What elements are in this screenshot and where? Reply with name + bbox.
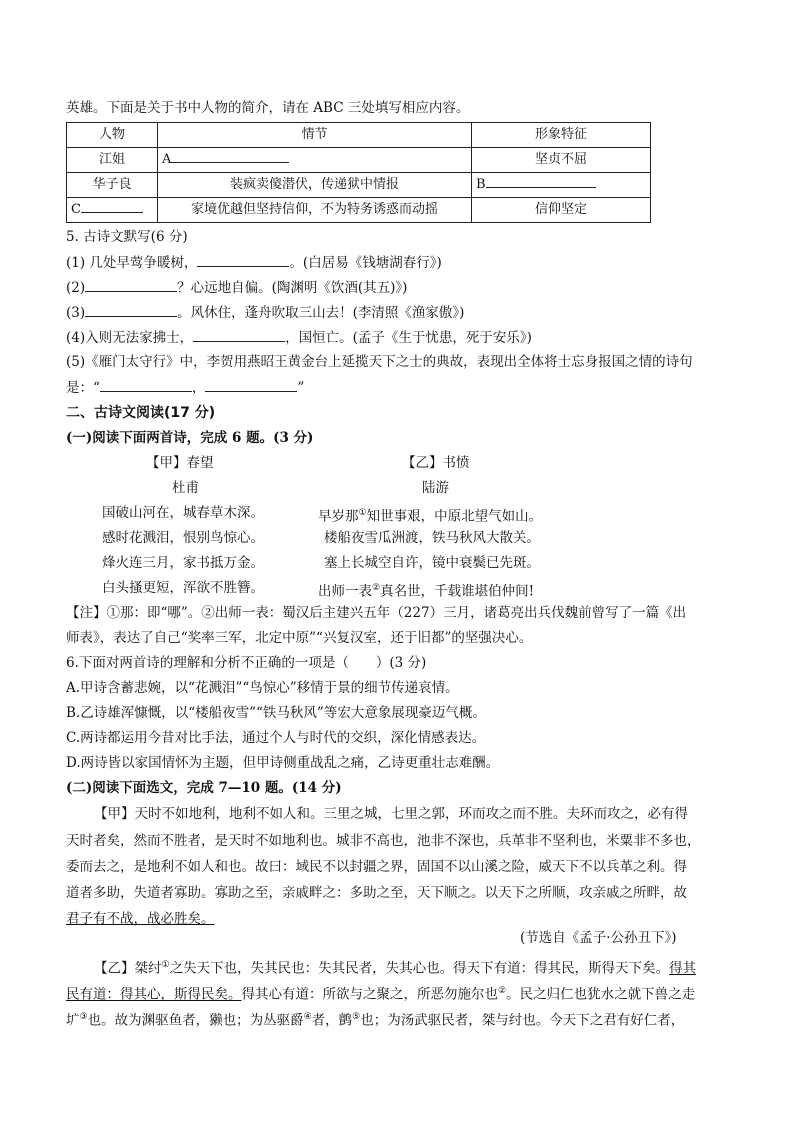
poem-jia-line: 烽火连三月，家书抵万金。: [102, 555, 264, 571]
passage-jia-line: 【甲】天时不如地利，地利不如人和。三里之城，七里之郭，环而攻之而不胜。夫环而攻之，必有得: [94, 806, 688, 822]
q5-item-2: (2) ？心远地自偏。(陶渊明《饮酒(其五)》): [66, 277, 407, 298]
passage-jia-line: 道者多助，失道者寡助。寡助之至，亲戚畔之：多助之至，天下顺之。以天下之所顺，攻亲戚之所畔，故: [66, 885, 687, 901]
fill-blank[interactable]: [197, 252, 289, 267]
poem-yi-line: 楼船夜雪瓜洲渡，铁马秋风大散关。: [324, 530, 540, 546]
table-cell: 家境优越但坚持信仰，不为特务诱惑而动摇: [158, 198, 472, 223]
note-line-1: 【注】①那：即“哪”。②出师一表：蜀汉后主建兴五年（227）三月，诸葛亮出兵伐魏前曾写了一篇《出: [66, 605, 687, 621]
character-table: [66, 122, 651, 223]
passage-jia-line: 委而去之，是地利不如人和也。故曰：域民不以封疆之界，固国不以山溪之险，威天下不以兵革之利。得: [66, 859, 687, 875]
q5-item-3: (3) 。风休住，蓬舟吹取三山去！(李清照《渔家傲》): [66, 302, 464, 323]
poem-jia-title: 【甲】春望: [146, 455, 214, 471]
fill-blank[interactable]: [205, 377, 297, 392]
section-2-title: 二、古诗文阅读(17 分): [66, 405, 216, 421]
poem-jia-line: 感时花溅泪，恨别鸟惊心。: [102, 530, 264, 546]
q5-item-4: (4)入则无法家拂士， ，国恒亡。(孟子《生于忧患，死于安乐》): [66, 327, 532, 348]
fill-blank[interactable]: [100, 377, 192, 392]
section-2-sub2: (二)阅读下面选文，完成 7—10 题。(14 分): [66, 780, 342, 796]
passage-jia-line: 天时者矣，然而不胜者，是天时不如地利也。城非不高也，池非不深也，兵革非不坚利也，米粟非不多也，: [66, 833, 701, 849]
passage-jia-underlined-line: 君子有不战，战必胜矣。: [66, 911, 215, 927]
section-2-sub1: (一)阅读下面两首诗，完成 6 题。(3 分): [66, 430, 314, 446]
q6-option-b[interactable]: B.乙诗雄浑慷慨，以“楼船夜雪”“铁马秋风”等宏大意象展现豪迈气概。: [66, 705, 486, 721]
table-header: 人物: [67, 123, 158, 148]
table-cell: 信仰坚定: [472, 198, 651, 223]
table-cell: 江姐: [67, 148, 158, 173]
table-cell-blank-c[interactable]: C: [67, 198, 158, 223]
fill-blank[interactable]: [85, 302, 177, 317]
poem-yi-author: 陆游: [422, 480, 449, 496]
q5-title: 5. 古诗文默写(6 分): [66, 229, 188, 245]
q6-option-c[interactable]: C.两诗都运用今昔对比手法，通过个人与时代的交织，深化情感表达。: [66, 730, 486, 746]
intro-line: 英雄。下面是关于书中人物的简介，请在 ABC 三处填写相应内容。: [66, 100, 470, 116]
table-row: [67, 198, 651, 223]
poem-yi-line: 早岁那①知世事艰，中原北望气如山。: [318, 508, 543, 525]
q6-option-a[interactable]: A.甲诗含蓄悲婉，以“花溅泪”“鸟惊心”移情于景的细节传递哀情。: [66, 680, 459, 696]
table-row: [67, 173, 651, 198]
q5-item-1: (1) 几处早莺争暖树， 。(白居易《钱塘湖春行》): [66, 252, 442, 273]
table-cell-blank-b[interactable]: B: [472, 173, 651, 198]
passage-yi-line: 民有道：得其心，斯得民矣。得其心有道：所欲与之聚之，所恶勿施尔也②。民之归仁也犹水之就下兽之走: [66, 986, 696, 1003]
table-cell: 装疯卖傻潜伏，传递狱中情报: [158, 173, 472, 198]
table-cell: 坚贞不屈: [472, 148, 651, 173]
q5-item-5-line1: (5)《雁门太守行》中，李贺用燕昭王黄金台上延揽天下之士的典故，表现出全体将士忘身报国之情的诗句: [66, 354, 693, 370]
poem-jia-line: 国破山河在，城春草木深。: [102, 505, 264, 521]
q6-option-d[interactable]: D.两诗皆以家国情怀为主题，但甲诗侧重战乱之痛，乙诗更重壮志难酬。: [66, 755, 500, 771]
table-row: [67, 148, 651, 173]
table-cell-blank-a[interactable]: A: [158, 148, 472, 173]
table-cell: 华子良: [67, 173, 158, 198]
passage-jia-source: (节选自《孟子·公孙丑下》): [520, 930, 677, 946]
passage-yi-line: 圹③也。故为渊驱鱼者，獭也；为丛驱爵④者，鹯⑤也；为汤武驱民者，桀与纣也。今天下之君有好仁者，: [66, 1012, 685, 1029]
fill-blank[interactable]: [85, 277, 177, 292]
table-header-row: [67, 123, 651, 148]
table-header: 形象特征: [472, 123, 651, 148]
poem-jia-line: 白头搔更短，浑欲不胜簪。: [102, 580, 264, 596]
poem-yi-title: 【乙】书愤: [402, 455, 470, 471]
q6-stem: 6.下面对两首诗的理解和分析不正确的一项是（ ）(3 分): [66, 655, 427, 671]
q5-item-5-line2: 是：“ ， ”: [66, 377, 304, 398]
poem-jia-author: 杜甫: [172, 480, 199, 496]
poem-yi-line: 塞上长城空自许，镜中衰鬓已先斑。: [324, 555, 540, 571]
note-line-2: 师表》，表达了自己“奖率三军，北定中原”“兴复汉室，还于旧都”的坚强决心。: [66, 630, 533, 646]
passage-yi-line: 【乙】桀纣①之失天下也，失其民也：失其民者，失其心也。得天下有道：得其民，斯得天下矣。得其: [94, 960, 697, 977]
fill-blank[interactable]: [193, 327, 285, 342]
poem-yi-line: 出师一表②真名世，千载谁堪伯仲间!: [318, 583, 535, 600]
table-header: 情节: [158, 123, 472, 148]
